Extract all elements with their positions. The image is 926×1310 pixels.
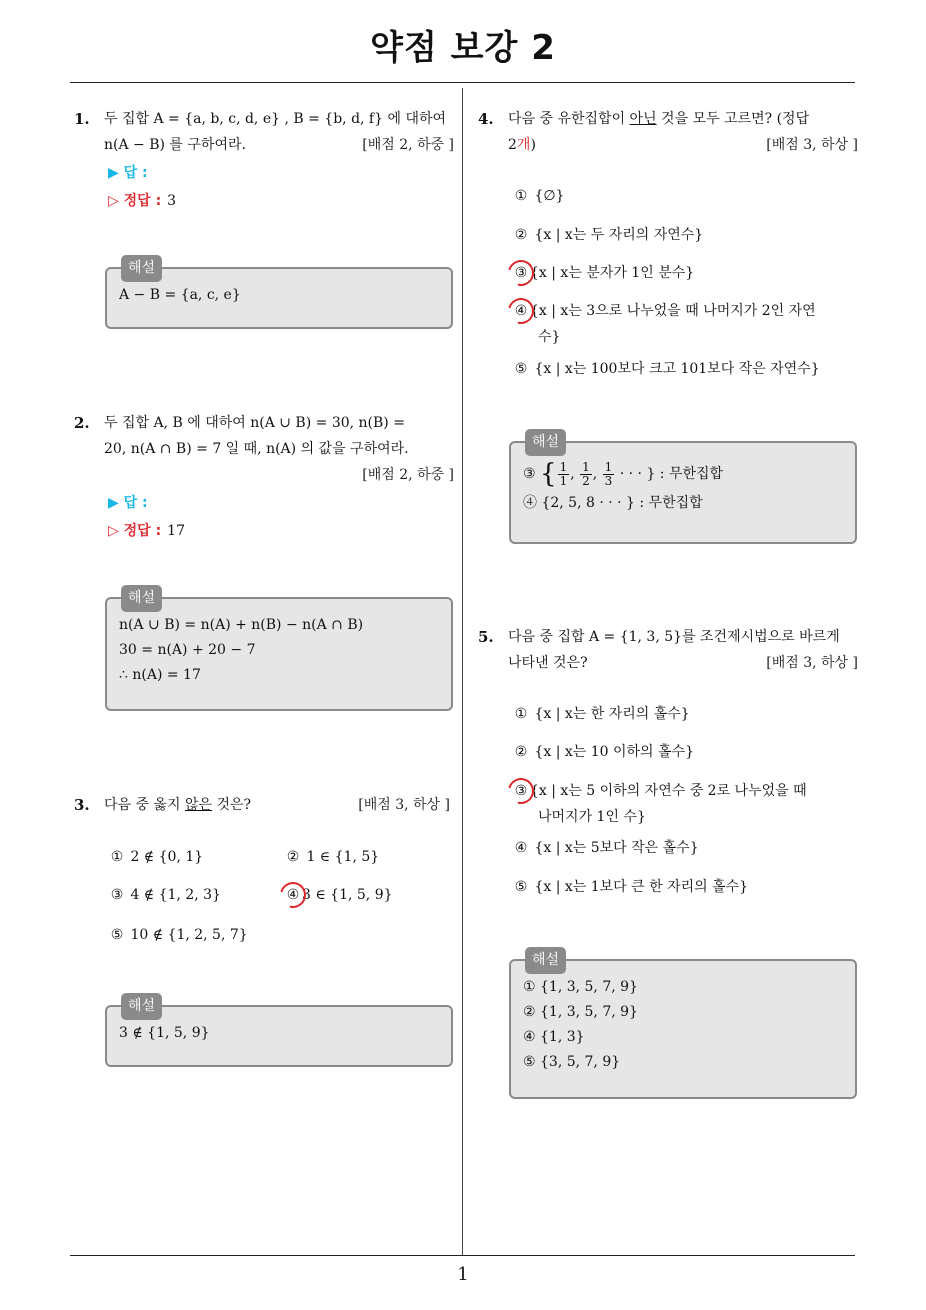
option-text: {x | x는 5보다 작은 홀수} bbox=[534, 840, 699, 856]
question-count: 2 bbox=[508, 137, 517, 153]
question-text-line2: 20, n(A ∩ B) = 7 일 때, n(A) 의 값을 구하여라. bbox=[104, 441, 409, 457]
question-text-line2: n(A − B) 를 구하여라. bbox=[104, 137, 246, 153]
question-text-post: 것을 모두 고르면? (정답 bbox=[656, 111, 810, 127]
option-mark: ① bbox=[110, 849, 124, 865]
option-3[interactable] bbox=[512, 780, 807, 802]
option-mark: ③ bbox=[110, 887, 124, 903]
solution-box bbox=[509, 952, 857, 1099]
answer-line bbox=[108, 162, 148, 182]
question-5 bbox=[478, 624, 858, 676]
page-title: 약점 보강 2 bbox=[370, 28, 556, 68]
question-4 bbox=[478, 106, 858, 158]
option-text: {∅} bbox=[534, 188, 565, 204]
option-text: 4 ∉ {1, 2, 3} bbox=[130, 887, 221, 903]
correct-answer-line bbox=[108, 190, 176, 210]
solution-line: 30 = n(A) + 20 − 7 bbox=[119, 642, 256, 658]
option-4[interactable] bbox=[512, 837, 699, 859]
fraction: $\frac{1}{1}$ bbox=[559, 459, 568, 488]
question-text-pre: 다음 중 유한집합이 bbox=[508, 111, 630, 127]
score-meta: [배점 3, 하상 ] bbox=[766, 137, 858, 153]
question-number: 1. bbox=[74, 110, 90, 128]
question-number: 3. bbox=[74, 796, 90, 814]
solution-line: A − B = {a, c, e} bbox=[119, 287, 241, 303]
option-3-cont bbox=[538, 806, 646, 828]
answer-circle-icon bbox=[275, 877, 311, 913]
question-number: 4. bbox=[478, 110, 494, 128]
option-text: {x | x는 100보다 크고 101보다 작은 자연수} bbox=[534, 361, 820, 377]
question-text-line1: 두 집합 A = {a, b, c, d, e} , B = {b, d, f} 에 대하여 bbox=[104, 111, 447, 127]
option-5[interactable] bbox=[512, 358, 820, 380]
correct-label: ▷ 정답 : bbox=[108, 193, 162, 209]
question-number: 2. bbox=[74, 414, 90, 432]
question-text-underline: 아닌 bbox=[629, 111, 657, 127]
question-text-line1: 다음 중 집합 A = {1, 3, 5}를 조건제시법으로 바르게 bbox=[508, 629, 840, 645]
option-1[interactable] bbox=[512, 185, 564, 207]
option-text: 나머지가 1인 수} bbox=[538, 809, 646, 825]
option-text: {x | x는 한 자리의 홀수} bbox=[534, 706, 690, 722]
option-mark: ③ bbox=[514, 265, 528, 281]
question-2 bbox=[74, 410, 454, 488]
option-mark: ② bbox=[514, 744, 528, 760]
option-mark: ④ bbox=[286, 887, 300, 903]
column-divider bbox=[462, 88, 463, 1256]
option-text: 10 ∉ {1, 2, 5, 7} bbox=[130, 927, 248, 943]
option-mark: ① bbox=[514, 188, 528, 204]
solution-box bbox=[105, 590, 453, 711]
solution-tag: 해설 bbox=[121, 255, 162, 282]
option-2[interactable] bbox=[512, 741, 694, 763]
option-mark: ⑤ bbox=[514, 879, 528, 895]
score-meta: [배점 2, 하중 ] bbox=[362, 467, 454, 483]
answer-circle-icon bbox=[503, 293, 539, 329]
solution-tag: 해설 bbox=[121, 993, 162, 1020]
solution-line: n(A ∪ B) = n(A) + n(B) − n(A ∩ B) bbox=[119, 617, 364, 633]
solution-tag: 해설 bbox=[525, 947, 566, 974]
option-mark: ④ bbox=[514, 840, 528, 856]
question-text-line2: 나타낸 것은? bbox=[508, 655, 588, 671]
option-text: {x | x는 10 이하의 홀수} bbox=[534, 744, 694, 760]
solution-line: ④ {1, 3} bbox=[523, 1029, 585, 1045]
option-text: 수} bbox=[538, 329, 561, 345]
solution-line: ∴ n(A) = 17 bbox=[119, 667, 201, 683]
solution-line: ⑤ {3, 5, 7, 9} bbox=[523, 1054, 621, 1070]
solution-tag: 해설 bbox=[121, 585, 162, 612]
bottom-rule bbox=[70, 1255, 855, 1256]
option-mark: ① bbox=[514, 706, 528, 722]
answer-circle-icon bbox=[503, 255, 539, 291]
option-5[interactable] bbox=[108, 924, 248, 946]
option-3[interactable] bbox=[108, 884, 221, 906]
option-text: {x | x는 5 이하의 자연수 중 2로 나누었을 때 bbox=[530, 783, 807, 799]
question-text-line1: 두 집합 A, B 에 대하여 n(A ∪ B) = 30, n(B) = bbox=[104, 415, 405, 431]
answer-label: ▶ 답 : bbox=[108, 165, 148, 181]
fraction: $\frac{1}{3}$ bbox=[604, 459, 613, 488]
option-mark: ⑤ bbox=[110, 927, 124, 943]
option-2[interactable] bbox=[284, 846, 379, 868]
question-text-pre: 다음 중 옳지 bbox=[104, 797, 185, 813]
option-text: {x | x는 1보다 큰 한 자리의 홀수} bbox=[534, 879, 749, 895]
top-rule bbox=[70, 82, 855, 83]
question-number: 5. bbox=[478, 628, 494, 646]
question-text-underline: 않은 bbox=[184, 797, 213, 813]
solution-line: ② {1, 3, 5, 7, 9} bbox=[523, 1004, 638, 1020]
option-4[interactable] bbox=[512, 300, 816, 322]
solution-tail: } : 무한집합 bbox=[646, 466, 724, 482]
option-text: 1 ∈ {1, 5} bbox=[306, 849, 380, 865]
correct-answer-line bbox=[108, 520, 185, 540]
option-5[interactable] bbox=[512, 876, 748, 898]
option-text: {x | x는 두 자리의 자연수} bbox=[534, 227, 704, 243]
option-mark: ② bbox=[514, 227, 528, 243]
correct-label: ▷ 정답 : bbox=[108, 523, 162, 539]
option-text: {x | x는 3으로 나누었을 때 나머지가 2인 자연 bbox=[530, 303, 816, 319]
option-mark: ④ bbox=[514, 303, 528, 319]
option-2[interactable] bbox=[512, 224, 703, 246]
solution-line: ③ { $\frac{1}{1}$ , $\frac{1}{2}$ , $\frac{1}{3}$ · · · } : 무한집합 bbox=[523, 459, 724, 489]
solution-box bbox=[105, 260, 453, 329]
question-text-close: ) bbox=[530, 137, 536, 153]
solution-line: ④ {2, 5, 8 · · · } : 무한집합 bbox=[523, 495, 703, 511]
option-1[interactable] bbox=[512, 703, 690, 725]
answer-line bbox=[108, 492, 148, 512]
question-1 bbox=[74, 106, 454, 158]
option-mark: ③ bbox=[514, 783, 528, 799]
option-text: 3 ∈ {1, 5, 9} bbox=[302, 887, 393, 903]
option-3[interactable] bbox=[512, 262, 694, 284]
fraction: $\frac{1}{2}$ bbox=[582, 459, 590, 488]
solution-line: ① {1, 3, 5, 7, 9} bbox=[523, 979, 638, 995]
option-mark: ② bbox=[286, 849, 300, 865]
option-text: {x | x는 분자가 1인 분수} bbox=[530, 265, 695, 281]
solution-box bbox=[105, 998, 453, 1067]
solution-tag: 해설 bbox=[525, 429, 566, 456]
option-mark: ⑤ bbox=[514, 361, 528, 377]
score-meta: [배점 3, 하상 ] bbox=[766, 655, 858, 671]
score-meta: [배점 2, 하중 ] bbox=[362, 137, 454, 153]
question-count-unit: 개 bbox=[516, 137, 531, 153]
correct-value: 17 bbox=[167, 523, 185, 539]
question-text-post: 것은? bbox=[212, 797, 252, 813]
question-3 bbox=[74, 792, 450, 818]
score-meta: [배점 3, 하상 ] bbox=[358, 797, 450, 813]
solution-mark: ③ bbox=[523, 466, 536, 482]
answer-circle-icon bbox=[503, 773, 539, 809]
correct-value: 3 bbox=[167, 193, 177, 209]
option-text: 2 ∉ {0, 1} bbox=[130, 849, 204, 865]
option-4-cont bbox=[538, 326, 560, 348]
solution-line: 3 ∉ {1, 5, 9} bbox=[119, 1025, 210, 1041]
option-1[interactable] bbox=[108, 846, 203, 868]
page-number: 1 bbox=[457, 1264, 469, 1285]
answer-label: ▶ 답 : bbox=[108, 495, 148, 511]
solution-box bbox=[509, 434, 857, 544]
